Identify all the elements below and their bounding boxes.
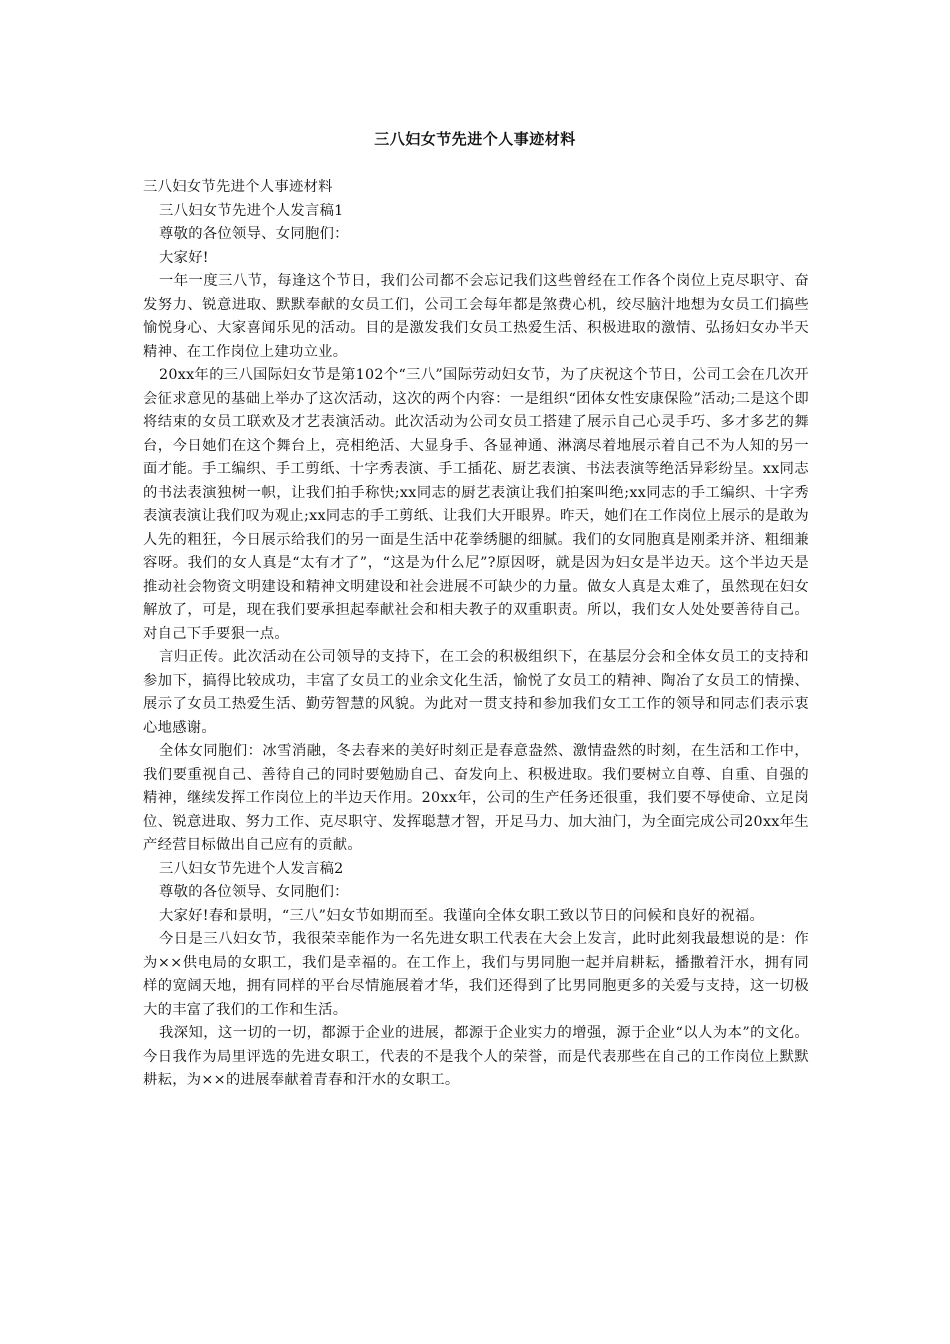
paragraph: 言归正传。此次活动在公司领导的支持下，在工会的积极组织下，在基层分会和全体女员工的支持和参加下，搞得比较成功，丰富了女员工的业余文化生活，愉悦了女员工的精神、陶冶了女员工的情操、展示了女员工热爱生活、勤劳智慧的风貌。为此对一贯支持和参加我们女工工作的领导和同志们表示衷心地感谢。 — [143, 649, 809, 736]
paragraph: 大家好! — [159, 249, 209, 266]
paragraph: 今日是三八妇女节，我很荣幸能作为一名先进女职工代表在大会上发言，此时此刻我最想说的是：作为××供电局的女职工，我们是幸福的。在工作上，我们与男同胞一起并肩耕耘，播撒着汗水，拥有同样的宽阔天地，拥有同样的平台尽情施展着才华，我们还得到了比男同胞更多的关爱与支持，这一切极大的丰富了我们的工作和生活。 — [143, 931, 809, 1018]
paragraph: 尊敬的各位领导、女同胞们： — [159, 226, 349, 242]
paragraph: 全体女同胞们：冰雪消融，冬去春来的美好时刻正是春意盎然、激情盎然的时刻，在生活和工作中，我们要重视自己、善待自己的同时要勉励自己、奋发向上、积极进取。我们要树立自尊、自重、自强的精神，继续发挥工作岗位上的半边天作用。20xx年，公司的生产任务还很重，我们要不辱使命、立足岗位、锐意进取、努力工作、克尽职守、发挥聪慧才智，开足马力、加大油门，为全面完成公司20xx年生产经营目标做出自己应有的贡献。 — [143, 743, 809, 853]
document-title: 三八妇女节先进个人事迹材料 — [374, 130, 576, 148]
paragraph: 三八妇女节先进个人发言稿2 — [159, 860, 344, 877]
paragraph: 我深知，这一切的一切，都源于企业的进展，都源于企业实力的增强，源于企业“以人为本”的文化。今日我作为局里评选的先进女职工，代表的不是我个人的荣誉，而是代表那些在自己的工作岗位上默默耕耘，为××的进展奉献着青春和汗水的女职工。 — [143, 1025, 809, 1088]
paragraph: 大家好!春和景明，“三八”妇女节如期而至。我谨向全体女职工致以节日的问候和良好的祝福。 — [159, 907, 765, 924]
paragraph: 三八妇女节先进个人事迹材料 — [143, 179, 333, 195]
paragraph: 一年一度三八节，每逢这个节日，我们公司都不会忘记我们这些曾经在工作各个岗位上克尽职守、奋发努力、锐意进取、默默奉献的女员工们，公司工会每年都是煞费心机，绞尽脑汁地想为女员工们搞些愉悦身心、大家喜闻乐见的活动。目的是激发我们女员工热爱生活、积极进取的激情、弘扬妇女办半天精神、在工作岗位上建功立业。 — [143, 273, 809, 360]
paragraph: 三八妇女节先进个人发言稿1 — [159, 202, 344, 219]
paragraph: 20xx年的三八国际妇女节是第102个“三八”国际劳动妇女节，为了庆祝这个节日，公司工会在几次开会征求意见的基础上举办了这次活动，这次的两个内容：一是组织“团体女性安康保险”活动;二是这个即将结束的女员工联欢及才艺表演活动。此次活动为公司女员工搭建了展示自己心灵手巧、多才多艺的舞台，今日她们在这个舞台上，亮相绝活、大显身手、各显神通、淋漓尽着地展示着自己不为人知的另一面才能。手工编织、手工剪纸、十字秀表演、手工插花、厨艺表演、书法表演等绝活异彩纷呈。xx同志的书法表演独树一帜，让我们拍手称快;xx同志的厨艺表演让我们拍案叫绝;xx同志的手工编织、十字秀表演表演让我们叹为观止;xx同志的手工剪纸、让我们大开眼界。昨天，她们在工作岗位上展示的是敢为人先的粗狂，今日展示给我们的另一面是生活中花拳绣腿的细腻。我们的女同胞真是刚柔并济、粗细兼容呀。我们的女人真是“太有才了”，“这是为什么尼”?原因呀，就是因为妇女是半边天。这个半边天是推动社会物资文明建设和精神文明建设和社会进展不可缺少的力量。做女人真是太难了，虽然现在妇女解放了，可是，现在我们要承担起奉献社会和相夫教子的双重职责。所以，我们女人处处要善待自己。对自己下手要狠一点。 — [143, 367, 809, 642]
paragraph: 尊敬的各位领导、女同胞们： — [159, 884, 349, 900]
document-body — [143, 176, 809, 1093]
